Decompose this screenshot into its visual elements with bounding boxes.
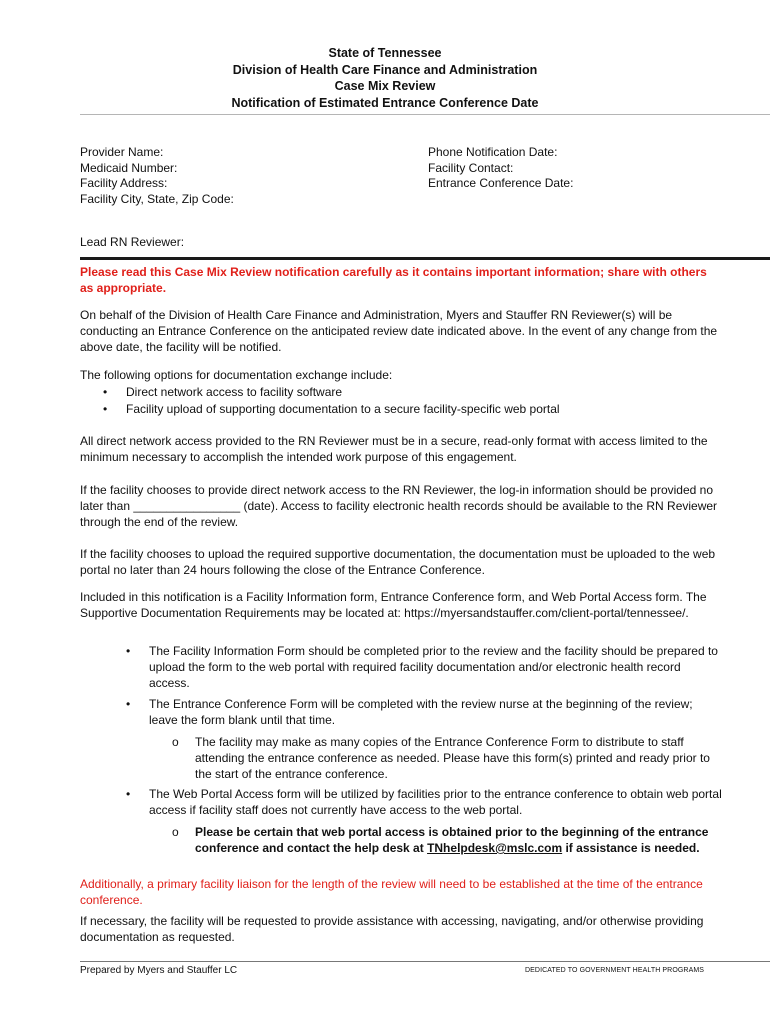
bullet-facility-information-form: The Facility Information Form should be completed prior to the review and the facility should be prepared to upload the form to the web portal with required facility documentation and/or electronic health record access. — [149, 644, 718, 690]
important-notice: Please read this Case Mix Review notification carefully as it contains important information; share with others as appropriate. — [80, 265, 707, 295]
paragraph-behalf: On behalf of the Division of Health Care Finance and Administration, Myers and Stauffer RN Reviewer(s) will be conducting an Entrance Conference on the anticipated review date indicated above. In the event of any change from the above date, the facility will be notified. — [80, 308, 718, 354]
sub-bullet-copies: The facility may make as many copies of the Entrance Conference Form to distribute to staff attending the entrance conference as needed. Please have this form(s) printed and ready prior to the start of the entrance conference. — [195, 735, 710, 781]
bullet-entrance-conference-form: The Entrance Conference Form will be completed with the review nurse at the beginning of the review; leave the form blank until that time. — [149, 697, 693, 727]
document-header — [0, 45, 770, 111]
portal-notice-tail: if assistance is needed. — [562, 841, 700, 855]
bullet-icon: • — [103, 402, 108, 416]
header-division: Division of Health Care Finance and Administration — [232, 62, 538, 77]
footer-prepared-by: Prepared by Myers and Stauffer LC — [80, 965, 238, 976]
option-portal-upload: Facility upload of supporting documentation to a secure facility-specific web portal — [126, 402, 560, 416]
bullet-icon: • — [126, 644, 131, 658]
paragraph-assistance: If necessary, the facility will be requested to provide assistance with accessing, navigating, and/or otherwise providing documentation as requested. — [80, 914, 704, 944]
paragraph-included-forms: Included in this notification is a Facility Information form, Entrance Conference form, and Web Portal Access form. The Supportive Documentation Requirements may be located at: https://myersandstauffer.com/client-portal/tennessee/. — [80, 590, 707, 620]
bullet-icon: • — [126, 787, 131, 801]
paragraph-login: If the facility chooses to provide direct network access to the RN Reviewer, the log-in information should be provided no later than ________________ (date). Access to facility electronic health records should be available to the RN Reviewer through the end of the review. — [80, 483, 718, 529]
portal-notice-text: Please be certain that web portal access is obtained prior to the beginning of the entrance conference and contact the help desk at — [195, 825, 709, 855]
facility-city-label: Facility City, State, Zip Code: — [80, 191, 234, 206]
conference-fields — [428, 145, 573, 192]
paragraph-network-access: All direct network access provided to the RN Reviewer must be in a secure, read-only format with access limited to the minimum necessary to accomplish the intended work purpose of this engagement. — [80, 434, 708, 464]
option-network-access: Direct network access to facility software — [126, 385, 343, 399]
footer-divider — [80, 961, 770, 962]
sub-bullet-portal-notice — [195, 824, 725, 856]
footer-tagline: DEDICATED TO GOVERNMENT HEALTH PROGRAMS — [525, 967, 705, 974]
paragraph-upload: If the facility chooses to upload the required supportive documentation, the documentation must be uploaded to the web portal no later than 24 hours following the close of the Entrance Conference. — [80, 547, 716, 577]
medicaid-number-label: Medicaid Number: — [80, 160, 178, 175]
header-state: State of Tennessee — [328, 46, 442, 60]
entrance-conference-date-label: Entrance Conference Date: — [428, 176, 574, 190]
header-divider — [80, 114, 770, 115]
paragraph-liaison: Additionally, a primary facility liaison for the length of the review will need to be established at the time of the entrance conference. — [80, 877, 703, 907]
header-program: Case Mix Review — [334, 79, 436, 93]
provider-name-label: Provider Name: — [80, 145, 164, 159]
bullet-icon: • — [103, 385, 108, 399]
sub-bullet-icon: o — [172, 825, 179, 839]
bullet-web-portal-access-form: The Web Portal Access form will be utilized by facilities prior to the entrance conference to obtain web portal access if facility staff does not currently have access to the web portal. — [149, 787, 722, 817]
phone-notification-date-label: Phone Notification Date: — [428, 145, 558, 159]
facility-contact-label: Facility Contact: — [428, 160, 514, 175]
section-divider — [80, 257, 770, 260]
lead-rn-reviewer-label: Lead RN Reviewer: — [80, 235, 185, 249]
helpdesk-email-link[interactable]: TNhelpdesk@mslc.com — [427, 841, 563, 855]
header-title: Notification of Estimated Entrance Conference Date — [231, 95, 539, 110]
sub-bullet-icon: o — [172, 735, 179, 749]
facility-address-label: Facility Address: — [80, 176, 168, 190]
provider-fields — [80, 145, 234, 207]
bullet-icon: • — [126, 697, 131, 711]
options-intro: The following options for documentation exchange include: — [80, 368, 393, 382]
